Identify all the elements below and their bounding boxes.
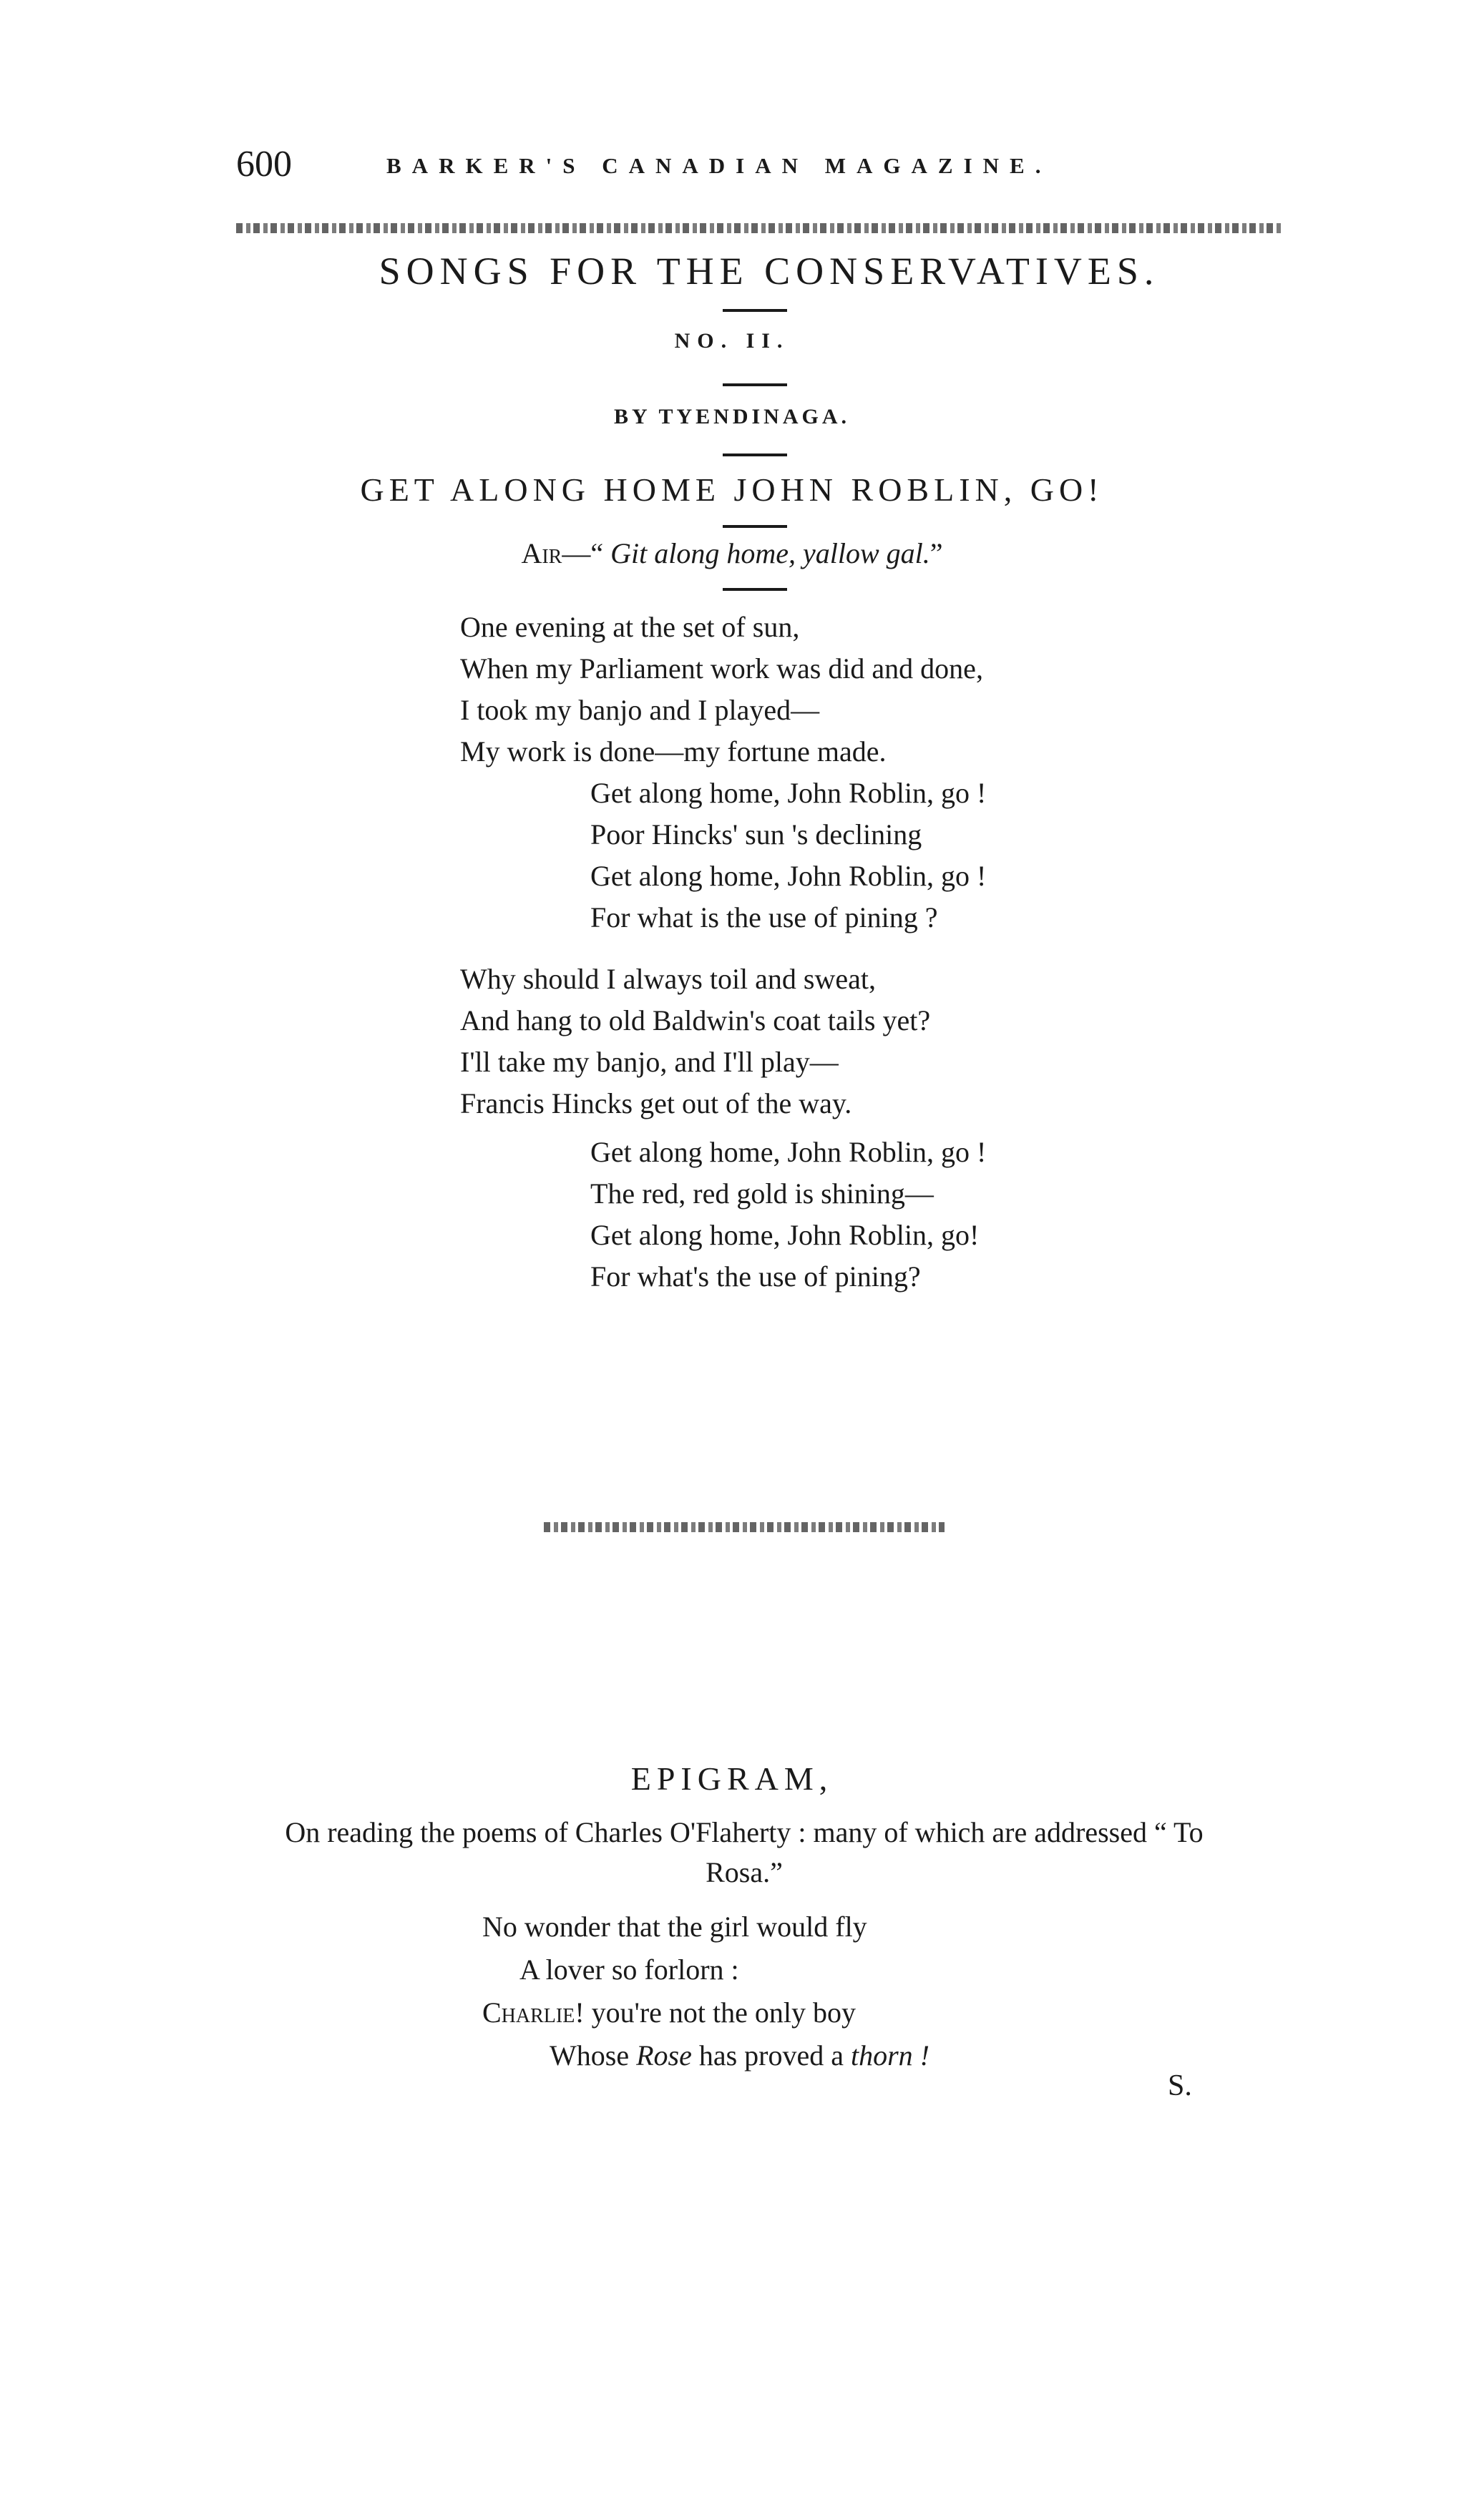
stanza-2-chorus [590,1132,986,1298]
number-rule [723,383,787,386]
song-number: NO. II. [674,329,790,353]
chorus-line: Get along home, John Roblin, go ! [590,777,987,809]
verse-line: My work is done—my fortune made. [460,735,887,768]
stanza-2-verse [460,959,930,1124]
verse-line: I took my banjo and I played— [460,694,820,726]
song-title-rule [723,525,787,528]
air-label: Air [521,537,562,569]
line-4-part-b: has proved a [691,2039,851,2072]
song-title: GET ALONG HOME JOHN ROBLIN, GO! [360,471,1104,508]
air-close: ” [929,537,943,569]
verse-line: Francis Hincks get out of the way. [460,1087,852,1119]
verse-line: I'll take my banjo, and I'll play— [460,1046,839,1078]
song-air [0,536,1464,570]
air-title: Git along home, yallow gal. [610,537,930,569]
epigram-subtitle: On reading the poems of Charles O'Flaherty : many of which are addressed “ To Rosa.” [285,1816,1204,1888]
rose-word: Rose [636,2039,692,2072]
verse-line: And hang to old Baldwin's coat tails yet? [460,1004,931,1036]
addressee-name: Charlie [482,1996,575,2029]
byline-rule [723,453,787,456]
stanza-1-chorus [590,773,986,938]
byline: BY TYENDINAGA. [613,405,851,428]
air-rule [723,588,787,591]
running-title: BARKER'S CANADIAN MAGAZINE. [386,153,1052,178]
line-4-part-a: Whose [550,2039,637,2072]
chorus-line: Get along home, John Roblin, go ! [590,1136,987,1168]
epigram-line-3-text: ! you're not the only boy [575,1996,857,2029]
verse-line: Why should I always toil and sweat, [460,963,876,995]
title-rule [723,309,787,312]
chorus-line: For what is the use of pining ? [590,901,938,933]
chorus-line: The red, red gold is shining— [590,1177,934,1210]
section-title: SONGS FOR THE CONSERVATIVES. [379,250,1160,293]
section-divider [544,1522,945,1532]
chorus-line: For what's the use of pining? [590,1260,921,1293]
epigram-line-4 [550,2039,929,2072]
epigram-line-3 [482,1996,856,2029]
epigram-line-1: No wonder that the girl would fly [482,1911,867,1943]
epigram-line-2: A lover so forlorn : [519,1953,739,1986]
verse-line: When my Parliament work was did and done, [460,652,983,685]
epigram-title: EPIGRAM, [630,1760,834,1797]
signature: S. [1168,2069,1192,2102]
thorn-word: thorn ! [851,2039,929,2072]
verse-line: One evening at the set of sun, [460,611,800,643]
stanza-1-verse [460,607,983,773]
chorus-line: Poor Hincks' sun 's declining [590,818,922,850]
chorus-line: Get along home, John Roblin, go ! [590,860,987,892]
chorus-line: Get along home, John Roblin, go! [590,1219,980,1251]
air-separator: —“ [562,537,611,569]
page-number: 600 [236,144,292,185]
header-rule [236,223,1281,233]
